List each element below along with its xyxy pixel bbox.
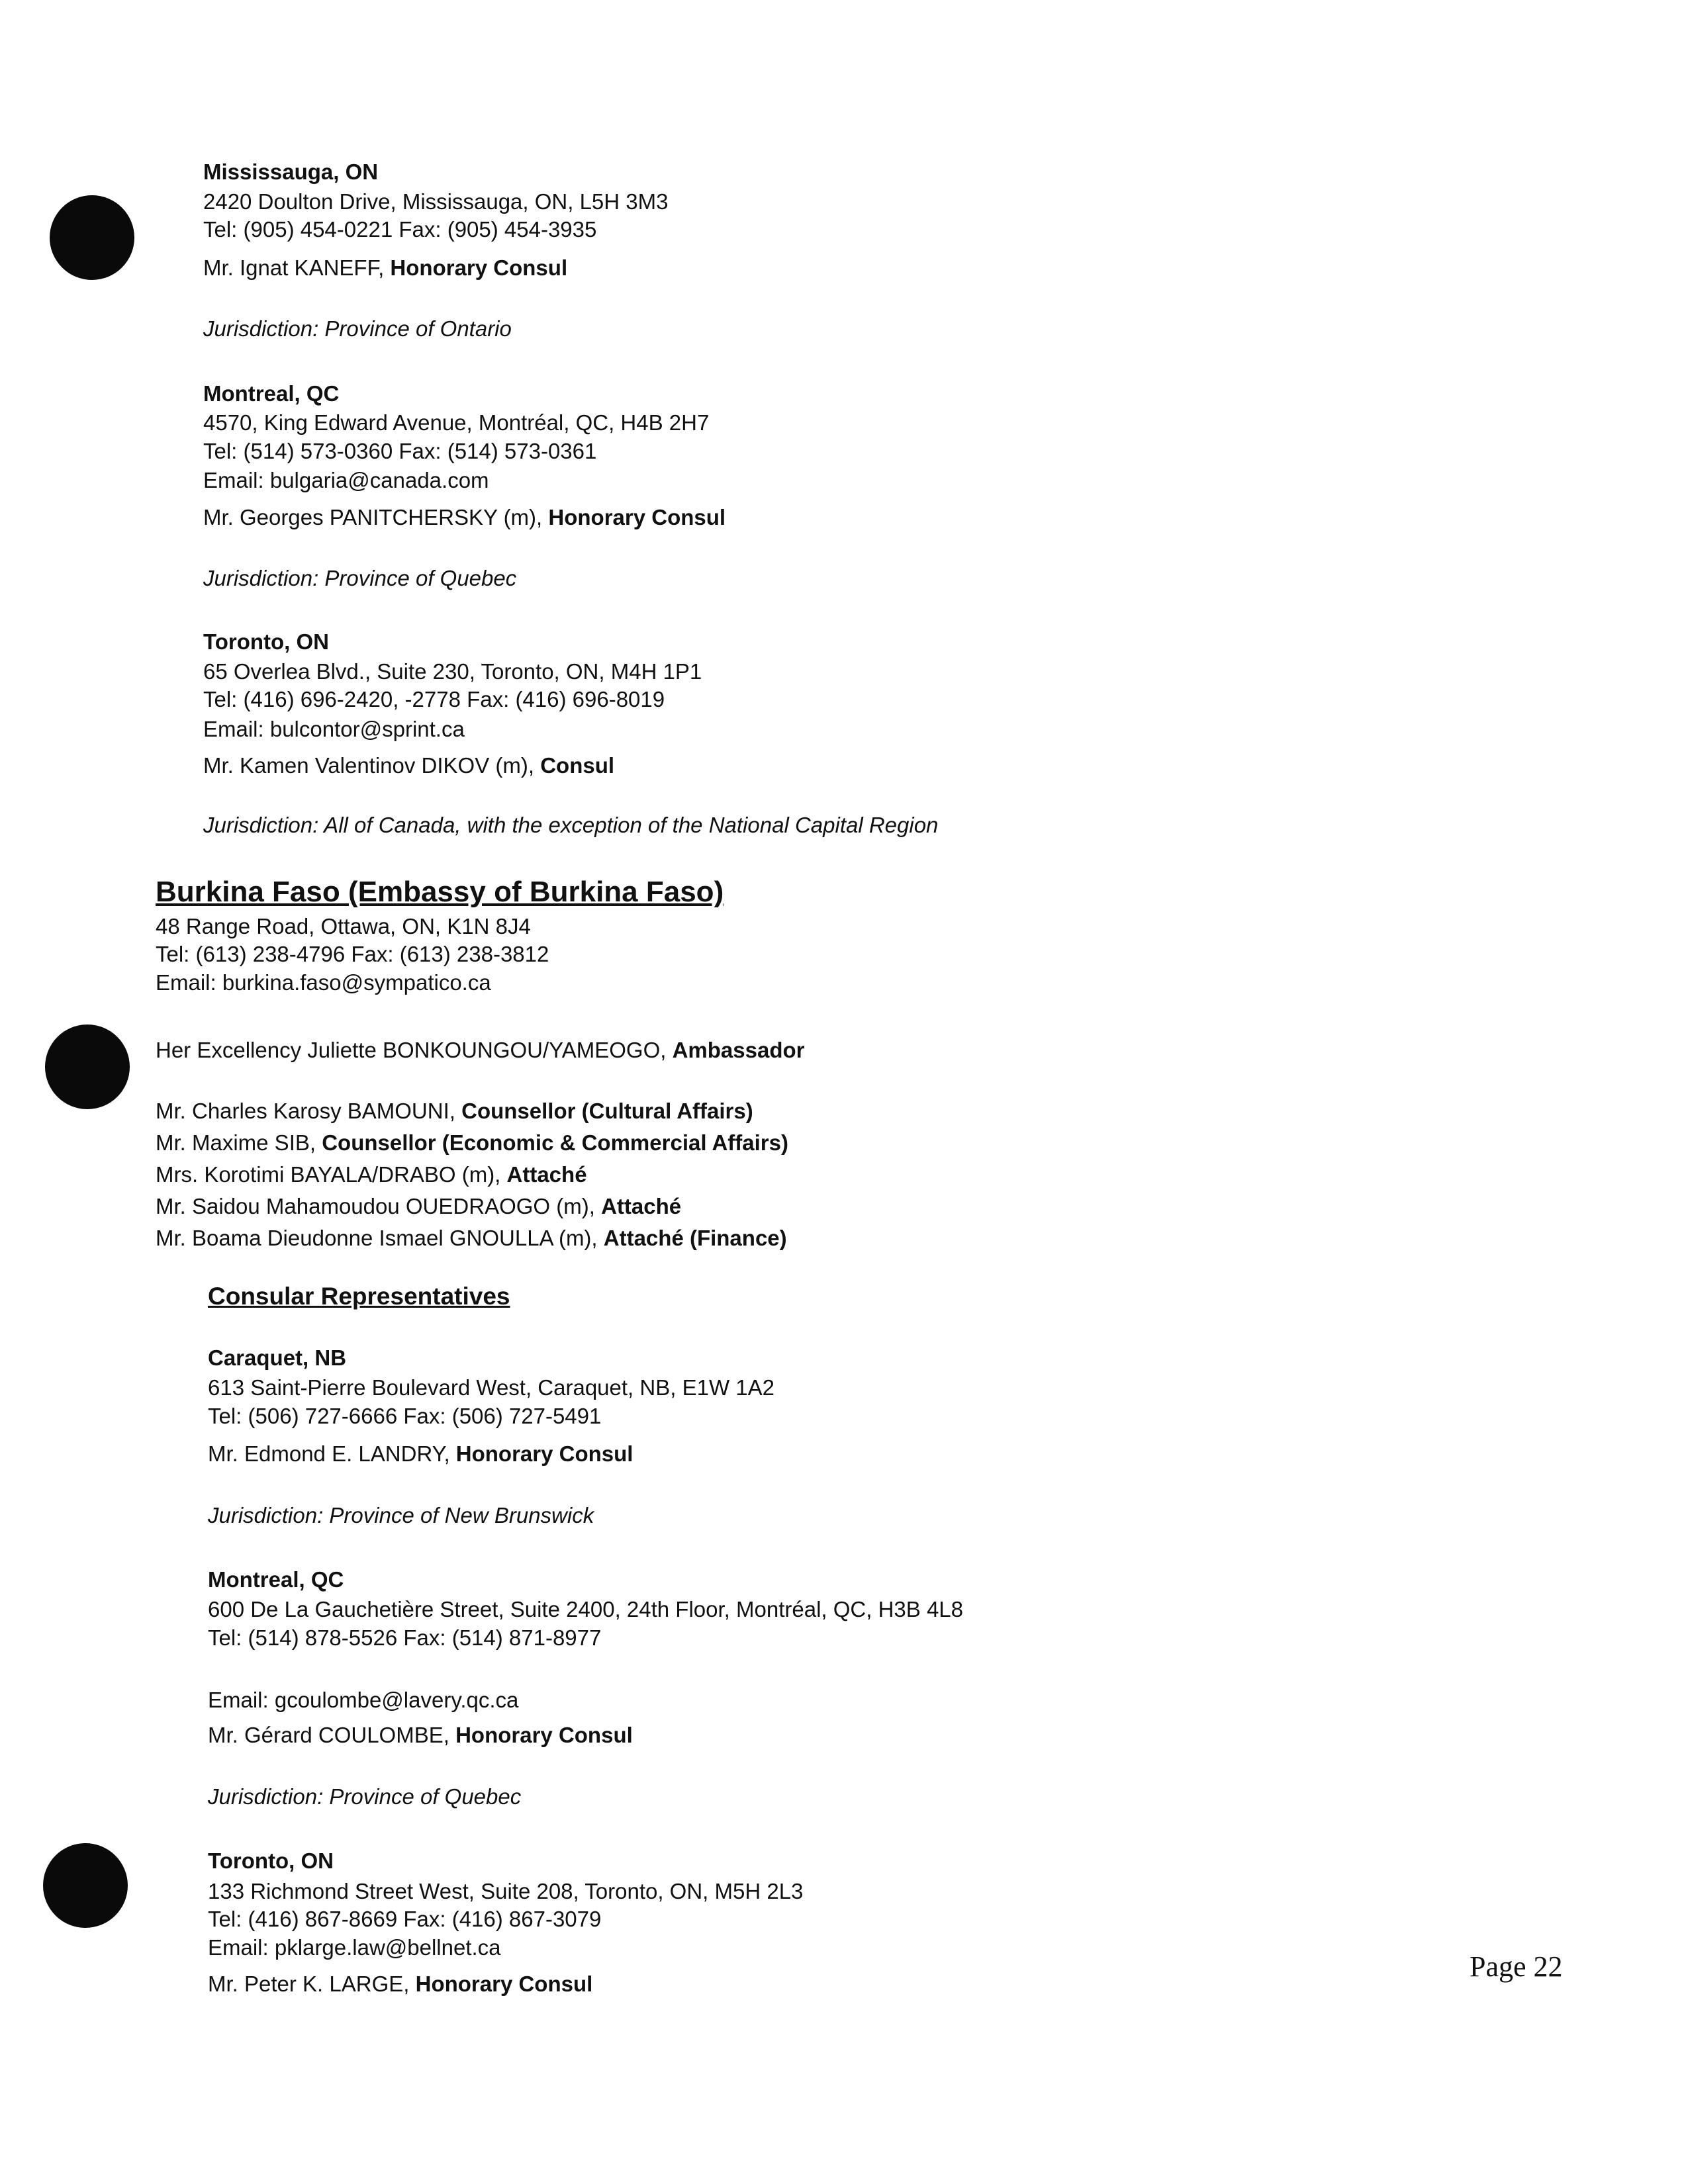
- consul-person: Mr. Gérard COULOMBE, Honorary Consul: [208, 1723, 633, 1747]
- consul-jurisdiction: Jurisdiction: Province of New Brunswick: [208, 1503, 594, 1527]
- consul-jurisdiction: Jurisdiction: Province of Quebec: [208, 1784, 522, 1809]
- consul-person: Mr. Georges PANITCHERSKY (m), Honorary Consul: [203, 505, 726, 529]
- consul-address: 65 Overlea Blvd., Suite 230, Toronto, ON, M4H 1P1: [203, 659, 702, 684]
- consul-person: Mr. Edmond E. LANDRY, Honorary Consul: [208, 1441, 633, 1466]
- consul-city: Toronto, ON: [208, 1848, 334, 1873]
- ambassador-entry: Her Excellency Juliette BONKOUNGOU/YAMEOGO, Ambassador: [156, 1038, 805, 1062]
- consul-email: Email: bulcontor@sprint.ca: [203, 717, 465, 741]
- embassy-phone: Tel: (613) 238-4796 Fax: (613) 238-3812: [156, 942, 549, 966]
- consular-heading: Consular Representatives: [208, 1283, 510, 1310]
- page-number: Page 22: [1470, 1950, 1563, 1983]
- consul-title: Honorary Consul: [455, 1723, 633, 1747]
- consul-phone: Tel: (514) 573-0360 Fax: (514) 573-0361: [203, 439, 597, 463]
- consul-phone: Tel: (506) 727-6666 Fax: (506) 727-5491: [208, 1404, 602, 1428]
- consul-address: 133 Richmond Street West, Suite 208, Toronto, ON, M5H 2L3: [208, 1879, 804, 1903]
- consul-jurisdiction: Jurisdiction: Province of Quebec: [203, 566, 517, 590]
- punch-hole-bottom: [43, 1843, 128, 1928]
- staff-title: Attaché (Finance): [603, 1226, 787, 1250]
- consul-email: Email: gcoulombe@lavery.qc.ca: [208, 1688, 519, 1712]
- consul-city: Mississauga, ON: [203, 159, 379, 184]
- consul-jurisdiction: Jurisdiction: Province of Ontario: [203, 316, 512, 341]
- consul-person: Mr. Kamen Valentinov DIKOV (m), Consul: [203, 753, 615, 778]
- consul-title: Honorary Consul: [548, 505, 726, 529]
- consul-city: Montreal, QC: [203, 381, 340, 406]
- embassy-address: 48 Range Road, Ottawa, ON, K1N 8J4: [156, 914, 531, 938]
- staff-title: Attaché: [601, 1194, 682, 1218]
- consul-address: 4570, King Edward Avenue, Montréal, QC, H4B 2H7: [203, 410, 710, 435]
- punch-hole-middle: [45, 1024, 130, 1109]
- punch-hole-top: [50, 195, 134, 280]
- staff-title: Attaché: [506, 1162, 587, 1187]
- consul-jurisdiction: Jurisdiction: All of Canada, with the exception of the National Capital Region: [203, 813, 939, 837]
- staff-entry: Mr. Boama Dieudonne Ismael GNOULLA (m), Attaché (Finance): [156, 1226, 787, 1250]
- consul-city: Toronto, ON: [203, 629, 330, 654]
- embassy-heading: Burkina Faso (Embassy of Burkina Faso): [156, 876, 724, 908]
- consul-title: Consul: [540, 753, 615, 778]
- consul-email: Email: pklarge.law@bellnet.ca: [208, 1935, 501, 1960]
- staff-entry: Mr. Charles Karosy BAMOUNI, Counsellor (Cultural Affairs): [156, 1099, 753, 1123]
- consul-title: Honorary Consul: [415, 1972, 593, 1996]
- consul-person: Mr. Ignat KANEFF, Honorary Consul: [203, 255, 568, 280]
- embassy-email: Email: burkina.faso@sympatico.ca: [156, 970, 491, 995]
- consul-phone: Tel: (905) 454-0221 Fax: (905) 454-3935: [203, 217, 597, 242]
- consul-email: Email: bulgaria@canada.com: [203, 468, 489, 492]
- consul-person: Mr. Peter K. LARGE, Honorary Consul: [208, 1972, 593, 1996]
- ambassador-title: Ambassador: [672, 1038, 805, 1062]
- consul-phone: Tel: (416) 696-2420, -2778 Fax: (416) 696-8019: [203, 687, 665, 711]
- staff-entry: Mr. Saidou Mahamoudou OUEDRAOGO (m), Attaché: [156, 1194, 682, 1218]
- consul-address: 2420 Doulton Drive, Mississauga, ON, L5H 3M3: [203, 189, 669, 214]
- consul-city: Caraquet, NB: [208, 1345, 347, 1370]
- staff-title: Counsellor (Economic & Commercial Affairs): [322, 1130, 788, 1155]
- consul-city: Montreal, QC: [208, 1567, 344, 1592]
- consul-phone: Tel: (514) 878-5526 Fax: (514) 871-8977: [208, 1625, 602, 1650]
- consul-address: 613 Saint-Pierre Boulevard West, Caraquet, NB, E1W 1A2: [208, 1375, 774, 1400]
- consul-title: Honorary Consul: [455, 1441, 633, 1466]
- staff-entry: Mr. Maxime SIB, Counsellor (Economic & Commercial Affairs): [156, 1130, 788, 1155]
- staff-title: Counsellor (Cultural Affairs): [461, 1099, 753, 1123]
- consul-title: Honorary Consul: [390, 255, 568, 280]
- consul-phone: Tel: (416) 867-8669 Fax: (416) 867-3079: [208, 1907, 602, 1931]
- consul-address: 600 De La Gauchetière Street, Suite 2400, 24th Floor, Montréal, QC, H3B 4L8: [208, 1597, 963, 1621]
- staff-entry: Mrs. Korotimi BAYALA/DRABO (m), Attaché: [156, 1162, 587, 1187]
